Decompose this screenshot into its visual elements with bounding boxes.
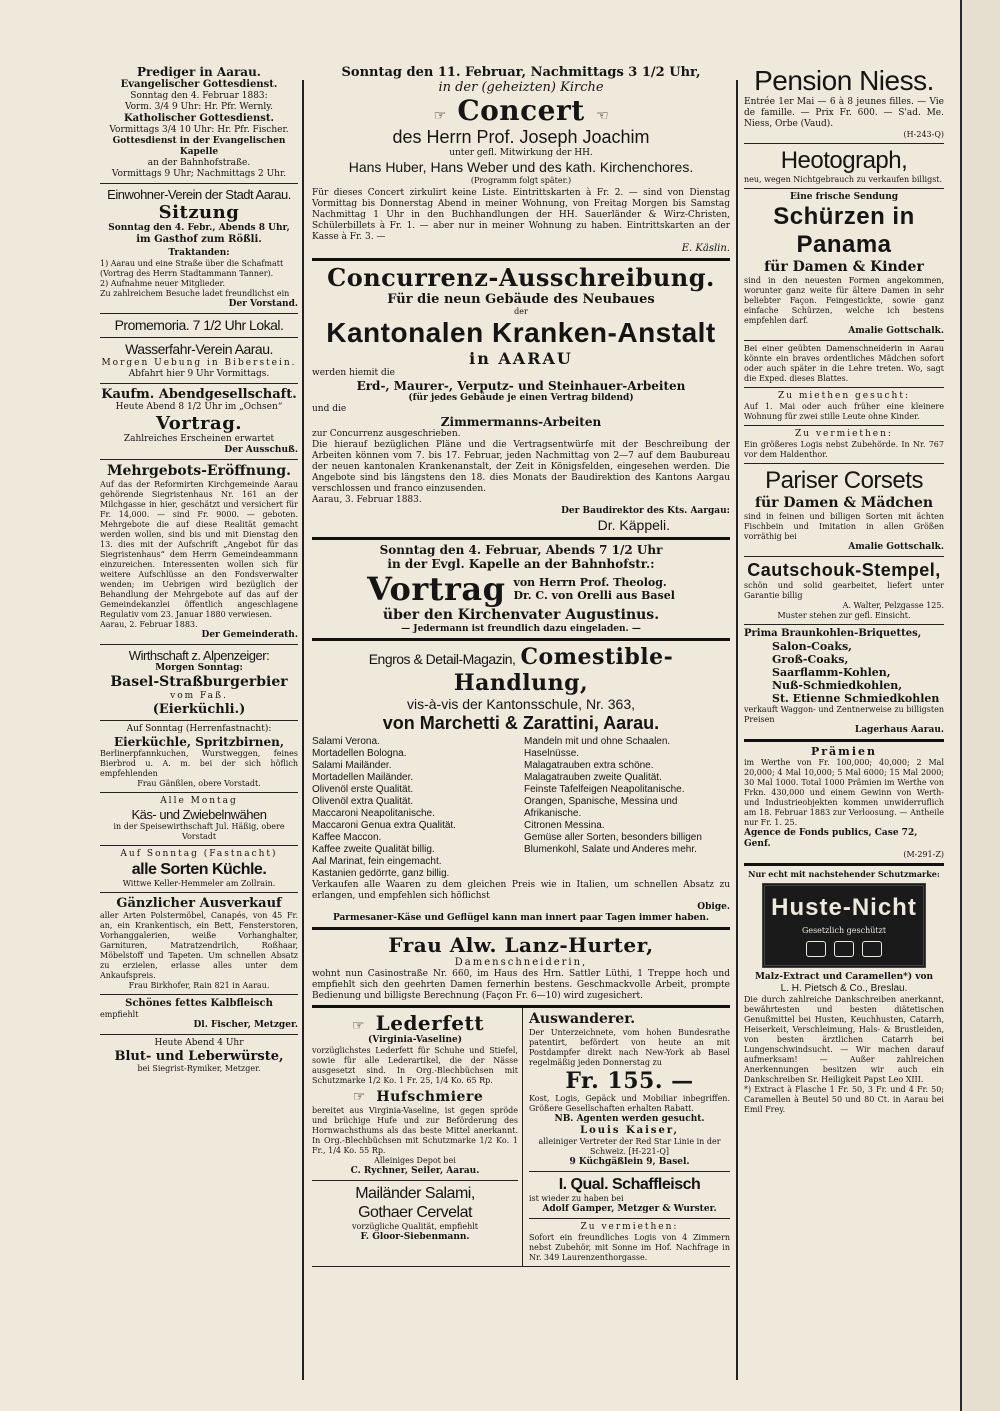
ad-zu-vermiethen (529, 1219, 730, 1266)
ad-line: Malz-Extract und Caramellen*) von (754, 972, 934, 982)
ad-headline: Kantonalen Kranken-Anstalt (326, 317, 716, 348)
ad-title: Pension Niess. (754, 65, 934, 96)
ad-line: Parmesaner-Käse und Geflügel kann man innert paar Tagen immer haben. (332, 913, 710, 923)
ad-wasserfahr-verein (100, 338, 298, 384)
ad-title: Mehrgebots-Eröffnung. (106, 463, 292, 479)
ad-body: verkauft Waggon- und Zentnerweise zu billigsten Preisen (744, 705, 944, 724)
ad-subtitle: für Damen & Mädchen (754, 495, 934, 511)
ad-line: Nuß-Schmiedkohlen, (772, 679, 903, 692)
ad-line: werden hiemit die (312, 368, 395, 378)
ad-kuechle (100, 846, 298, 893)
column-rule-left (302, 80, 304, 1380)
ad-line: (für jedes Gebäude je einen Vertrag bildend) (408, 393, 634, 403)
ad-body: alleiniger Vertreter der Red Star Linie in der Schweiz. [H-221-Q] (538, 1137, 721, 1156)
ad-signature: 9 Küchgäßlein 9, Basel. (569, 1157, 690, 1167)
ad-line: Nur echt mit nachstehender Schutzmarke: (748, 869, 940, 879)
ad-body: Kost, Logis, Gepäck und Mobiliar inbegriffen. Größere Gesellschaften erhalten Rabatt. (529, 1094, 730, 1113)
ad-subtitle: für Damen & Kinder (764, 259, 924, 275)
ad-title: Auswanderer. (529, 1011, 636, 1027)
ad-title: Wirthschaft z. Alpenzeiger: (128, 648, 270, 663)
ad-line: vorzügliche Qualität, empfiehlt (352, 1222, 478, 1231)
ad-line: im Gasthof zum Rößli. (136, 234, 262, 245)
comestible-item: Olivenöl extra Qualität. (312, 796, 414, 807)
ad-signature: C. Rychner, Seiler, Aarau. (350, 1166, 480, 1176)
ad-pension-niess (744, 62, 944, 144)
logo-subtitle: Gesetzlich geschützt (801, 926, 887, 935)
ad-body: im Werthe von Fr. 100,000; 40,000; 2 Mal 20,000; 4 Mal 10,000; 5 Mal 6000; 15 Mal 2000; 30 Mal 1000. Total 1000 Prämien im Werthe von Frkn. 430,000 und einem Gewinn von Werth- und Industrieobjekten kommen unwiderruflich am 18. Februar 1883 zur Verloosung. — Antheile nur Fr. 1. 25. (744, 758, 944, 827)
ad-line: Groß-Coaks, (772, 653, 849, 666)
comestible-item: Kaffee Maccon. (312, 832, 382, 843)
ad-title: Mailänder Salami, (355, 1185, 475, 1202)
ad-body: Auf 1. Mai oder auch früher eine kleinere Wohnung für zwei stille Leute ohne Kinder. (744, 402, 944, 421)
ad-line: (Virginia-Vaseline) (368, 1035, 462, 1045)
ad-body: neu, wegen Nichtgebrauch zu verkaufen billigst. (744, 175, 943, 184)
ad-line: Morgen Sonntag: (155, 663, 243, 673)
ad-subtitle: Erd-, Maurer-, Verputz- und Steinhauer-Arbeiten (356, 379, 686, 393)
ad-line: bei Siegrist-Rymiker, Metzger. (137, 1064, 261, 1073)
pointing-hand-icon: ☞ (595, 108, 609, 124)
ad-line: Morgen Uebung in Biberstein. (101, 358, 297, 368)
ad-zu-miethen-gesucht (744, 388, 944, 426)
ad-title: Frau Alw. Lanz-Hurter, (388, 933, 654, 957)
ad-line: NB. Agenten werden gesucht. (554, 1114, 705, 1124)
ad-line: Sonntag den 4. Februar, Abends 7 1/2 Uhr (379, 543, 663, 557)
ad-line: — Jedermann ist freundlich dazu eingeladen. — (401, 624, 641, 634)
ad-line: Sonntag den 4. Febr., Abends 8 Uhr, (108, 223, 290, 233)
ad-line: zur Concurrenz ausgeschrieben. (312, 429, 461, 439)
ad-title: Einwohner-Verein der Stadt Aarau. (107, 187, 291, 202)
comestible-item: Malagatrauben extra schöne. (524, 760, 654, 771)
ad-signature: A. Walter, Pelzgasse 125. (842, 601, 944, 610)
ad-line: von Marchetti & Zarattini, Aarau. (382, 713, 660, 733)
ad-title: Heotograph, (780, 147, 908, 174)
ad-title: Prämien (810, 745, 877, 758)
ad-title: Pariser Corsets (765, 467, 923, 494)
ad-title: Concurrenz-Ausschreibung. (327, 263, 715, 292)
ad-concert (312, 62, 730, 261)
comestible-item: Citronen Messina. (524, 820, 605, 831)
ad-title: Lederfett (375, 1011, 484, 1035)
ad-body: Bei einer geübten Damenschneiderin in Aarau könnte ein braves ordentliches Mädchen sofort oder auch später in die Lehre treten. Wo, sagt die Exped. dieses Blattes. (744, 344, 944, 383)
ad-line: Auf Sonntag (Fastnacht) (120, 849, 278, 859)
ad-line: unter gefl. Mitwirkung der HH. (449, 148, 593, 158)
ad-subtitle: Zimmermanns-Arbeiten (440, 415, 602, 429)
ad-title: Zu miethen gesucht: (777, 391, 911, 401)
ad-subtitle: Gottesdienst in der Evangelischen Kapelle (112, 136, 286, 157)
comestible-item: Orangen, Spanische, Messina und Afrikanische. (524, 796, 678, 819)
ad-line: Sonntag den 11. Februar, Nachmittags 3 1/2 Uhr, (341, 65, 701, 80)
ad-damenschneiderin-lehre (744, 341, 944, 388)
ad-body: aller Arten Polstermöbel, Canapés, von 45 Fr. an, ein Krankentisch, ein Bett, Fensterstoren, Vorhanggalerien, weiße Vorhanghalter, Garnituren, Matratzendrilch, Roßhaar, Möbelstoff und Tapeten. Um schnellen Absatz zu erzielen, erlasse alles unter dem Ankaufspreis. (100, 911, 298, 980)
ad-line: Prima Braunkohlen-Briquettes, (744, 628, 922, 639)
ad-body: Entrée 1er Mai — 6 à 8 jeunes filles. — Vie de famille. — Prix Fr. 600. — S'ad. Me. Niess, Orbe (Vaud). (744, 97, 944, 129)
column-rule-right (736, 80, 738, 1380)
ad-line: Abfahrt hier 9 Uhr Vormittags. (128, 369, 270, 379)
ad-title: Promemoria. 7 1/2 Uhr Lokal. (114, 317, 284, 333)
comestible-item: Gemüse aller Sorten, besonders billigen Blumenkohl, Salate und Anderes mehr. (524, 832, 702, 855)
ad-place: in AARAU (469, 349, 573, 368)
ad-line: Muster stehen zur gefl. Einsicht. (777, 611, 911, 620)
ad-wirthschaft-alpenzeiger (100, 645, 298, 721)
ad-line: und die (312, 404, 347, 414)
ad-subtitle: Evangelischer Gottesdienst. (120, 79, 278, 90)
ad-body: sind in den neuesten Formen angekommen, worunter ganz weite für ältere Damen in sehr beliebter Façon. Feingestickte, sowie ganz einfache Schürzen, welche ich bestens empfehlen darf. (744, 276, 944, 325)
comestible-item: Feinste Tafelfeigen Neapolitanische. (524, 784, 685, 795)
ad-item: 1) Aarau und eine Straße über die Schafmatt (Vortrag des Herrn Stadtammann Tanner). (100, 259, 284, 278)
ad-body: Berlinerpfannkuchen, Wurstweggen, feines Bierbrod u. A. m. bei der sich höflich empfehlenden (100, 749, 298, 778)
ad-line: von Herrn Prof. Theolog. (513, 576, 667, 589)
ad-line: vis-à-vis der Kantonsschule, Nr. 363, (407, 696, 635, 712)
ad-title: I. Qual. Schaffleisch (558, 1176, 701, 1193)
ad-lanz-hurter (312, 930, 730, 1008)
ad-line: Hans Huber, Hans Weber und des kath. Kirchenchores. (348, 159, 694, 175)
ad-montag-waehen (100, 793, 298, 846)
ad-line: Damenschneiderin, (454, 957, 588, 968)
comestible-item: Olivenöl erste Qualität. (312, 784, 414, 795)
ad-title: Eierküchle, Spritzbirnen, (113, 735, 285, 749)
middle-column (312, 62, 730, 1267)
ad-body: Die durch zahlreiche Dankschreiben anerkannt, bewährtesten und besten diätetischen Genußmittel bei Husten, Keuchhusten, Catarrh, Heiserkeit, Verschleimung, Hals- & Brustleiden, von besten ärztlichen Catarrh bei Lungenschwindsucht. — Wir machen darauf aufmerksam! — Außer zahlreichen Anerkennungen besitzen wir auch ein Dankschreiben Sr. Heiligkeit Papst Leo XIII. (744, 995, 944, 1084)
ad-zu-vermiethen-logis (744, 426, 944, 464)
comestible-list-right (524, 736, 730, 880)
ad-line: Für die neun Gebäude des Neubaues (387, 292, 655, 307)
ad-body: Die hierauf bezüglichen Pläne und die Vertragsentwürfe mit der Beschreibung der Arbeiten können vom 7. bis 17. Februar, jeden Nachmittag von 2—7 auf dem Baubureau der neuen kantonalen Krankenanstalt, der Zeit in Königsfelden, eingesehen werden. Die Angebote sind bis längstens den 18. dies Monats der Baudirektion des Kantons Aargau verschlossen und franco einzusenden. (312, 440, 730, 494)
ad-line: Salon-Coaks, (772, 640, 853, 653)
ad-signature: Dl. Fischer, Metzger. (193, 1020, 298, 1030)
ad-title: alle Sorten Küchle. (131, 861, 267, 878)
ad-signature: Der Baudirektor des Kts. Aargau: (561, 506, 730, 516)
mid-lower-split (312, 1008, 730, 1267)
ad-subtitle: Traktanden: (168, 248, 230, 258)
newspaper-page (14, 22, 962, 1392)
ad-line: (Programm folgt später.) (470, 176, 572, 185)
logo-wordmark: Huste-Nicht (771, 894, 917, 921)
ad-price: Fr. 155. — (565, 1068, 694, 1094)
ad-body: bereitet aus Virginia-Vaseline, ist gegen spröde und brüchige Hufe und zur Beförderung des Hornwachsthums als das beste Mittel anerkannt. In Org.-Blechbüchsen mit Schutzmarke 1/2 Ko. 1 Fr., 1/4 Ko. 55 Rp. (312, 1106, 518, 1155)
ad-line: Auf Sonntag (Herrenfastnacht): (126, 724, 272, 734)
ad-line: Wittwe Keller-Hemmeler am Zollrain. (122, 879, 276, 888)
ad-title: Zu vermiethen: (580, 1222, 679, 1232)
hufschmiere-heading (312, 1086, 518, 1106)
ad-mehrgebot (100, 460, 298, 645)
ad-cautschouk-stempel (744, 557, 944, 625)
ad-line: Alle Montag (160, 796, 238, 806)
ad-lederfett (312, 1008, 518, 1181)
ad-body: Der Unterzeichnete, vom hohen Bundesrathe patentirt, befördert von heute an mit Postdampfer direkt nach New-York ab Basel regelmäßig jeden Donnerstag zu (529, 1028, 730, 1067)
ad-title: Käs- und Zwiebelnwähen (131, 807, 267, 822)
ad-blutwuerste (100, 1035, 298, 1077)
ad-comestible (312, 641, 730, 930)
ad-schaffleisch (529, 1172, 730, 1219)
ad-item: Zu zahlreichem Besuche ladet freundlichst ein (100, 289, 290, 298)
ad-title: Schürzen in Panama (773, 203, 915, 258)
ad-line: vom Faß. (170, 691, 228, 701)
ad-promemoria (100, 314, 298, 338)
comestible-item: Salami Verona. (312, 736, 380, 747)
ad-signature: Frau Birkhofer, Rain 821 in Aarau. (128, 981, 270, 990)
ad-line: in der Evgl. Kapelle an der Bahnhofstr.: (387, 557, 655, 571)
ad-line: in der (geheizten) Kirche (438, 80, 604, 95)
ad-body: Verkaufen alle Waaren zu dem gleichen Preis wie in Italien, um schnellen Absatz zu erlangen, und empfehlen sich höflichst (312, 880, 730, 901)
ad-line: Zahlreiches Erscheinen erwartet (123, 434, 275, 444)
ad-auswanderer (529, 1008, 730, 1172)
ad-prediger (100, 62, 298, 184)
ad-line: Vorm. 3/4 9 Uhr: Hr. Pfr. Wernly. (124, 102, 274, 112)
ad-signature: Lagerhaus Aarau. (854, 725, 944, 735)
page-binding-edge (960, 0, 1000, 1411)
concert-heading (312, 95, 730, 127)
ad-body: vorzüglichstes Lederfett für Schuhe und Stiefel, sowie für alle Lederartikel, die der Nässe ausgesetzt sind. In Org.-Blechbüchsen mit Schutzmarke 1/2 Ko. 1 Fr. 25, 1/4 Ko. 65 Rp. (312, 1046, 518, 1085)
ad-herrenfastnacht (100, 721, 298, 793)
ad-line: an der Bahnhofstraße. (147, 158, 251, 168)
ad-title: Comestible-Handlung, (453, 644, 674, 696)
ad-concurrenz (312, 261, 730, 540)
ad-line: (Eierküchli.) (152, 702, 246, 717)
ad-mailaender-salami (312, 1181, 518, 1246)
ad-signature: Amalie Gottschalk. (848, 326, 944, 336)
ad-signature: Dr. Käppeli. (597, 517, 670, 533)
ad-title: Wasserfahr-Verein Aarau. (125, 341, 273, 357)
ad-body: wohnt nun Casinostraße Nr. 660, im Haus des Hrn. Sattler Lüthi, 1 Treppe hoch und empfiehlt sich den geehrten Damen fernerhin bestens. Geschmackvolle Arbeit, prompte Bedienung und billigste Berechnung (Façon Fr. 6—10) wird zugesichert. (312, 969, 730, 1001)
ad-line: ist wieder zu haben bei (529, 1194, 624, 1203)
ad-reference: (M-291-Z) (903, 850, 944, 859)
ad-line: Vormittags 3/4 10 Uhr: Hr. Pfr. Fischer. (109, 125, 289, 135)
ad-signature: Amalie Gottschalk. (848, 542, 944, 552)
comestible-item: Haselnüsse. (524, 748, 580, 759)
mid-lower-left (312, 1008, 523, 1266)
ad-title: Concert (457, 94, 585, 127)
ad-heotograph (744, 144, 944, 189)
comestible-item: Mandeln mit und ohne Schaalen. (524, 736, 671, 747)
ad-footnote: *) Extract à Flasche 1 Fr. 50, 3 Fr. und 4 Fr. 50; Caramellen à Beutel 50 und 80 Ct. in Aarau bei Emil Frey. (744, 1085, 944, 1114)
ad-reference: (H-243-Q) (903, 130, 944, 139)
ad-line: empfiehlt (100, 1010, 139, 1019)
ad-signature: Der Vorstand. (228, 299, 298, 309)
ad-title: Schönes fettes Kalbfleisch (125, 998, 273, 1009)
ad-line: Alleiniges Depot bei (374, 1156, 456, 1165)
pointing-hand-icon: ☞ (352, 1089, 366, 1105)
ad-signature: F. Gloor-Siebenmann. (360, 1232, 470, 1242)
ad-line: des Herrn Prof. Joseph Joachim (392, 127, 650, 147)
ad-body: Ein größeres Logis nebst Zubehörde. In Nr. 767 vor dem Haldenthor. (744, 440, 944, 459)
ad-line: über den Kirchenvater Augustinus. (382, 607, 660, 623)
ad-title: Gänzlicher Ausverkauf (116, 896, 282, 911)
comestible-item: Malagatrauben zweite Qualität. (524, 772, 662, 783)
ad-headline: Sitzung (158, 202, 240, 223)
comestible-item: Mortadellen Mailänder. (312, 772, 414, 783)
ad-praemien (744, 742, 944, 866)
ad-title: Prediger in Aarau. (136, 65, 261, 79)
ad-line: Louis Kaiser, (580, 1125, 679, 1136)
ad-date: Aarau, 2. Februar 1883. (100, 620, 198, 629)
ad-line: Heute Abend 8 1/2 Uhr im „Ochsen“ (115, 402, 283, 412)
comestible-heading (312, 644, 730, 696)
ad-line: Saarflamm-Kohlen, (772, 666, 891, 679)
ad-huste-nicht (744, 866, 944, 1118)
ad-body: sind in feinen und billigen Sorten mit ächten Fischbein und Imitation in allen Größen vorräthig bei (744, 512, 944, 541)
ad-signature: E. Käslin. (681, 243, 730, 254)
vortrag-speaker (513, 576, 674, 602)
comestible-item: Mortadellen Bologna. (312, 748, 407, 759)
comestible-list (312, 736, 730, 880)
ad-line: Sonntag den 4. Februar 1883: (130, 91, 268, 101)
ad-signature: Frau Gänßlen, obere Vorstadt. (137, 779, 261, 788)
ad-signature: Agence de Fonds publics, Case 72, Genf. (744, 828, 918, 849)
right-column (744, 62, 944, 1118)
comestible-item: Kaffee zweite Qualität billig. (312, 844, 435, 855)
ad-einwohner-verein (100, 184, 298, 314)
vortrag-heading (312, 571, 730, 607)
ad-line: St. Etienne Schmiedkohlen (772, 692, 940, 705)
ad-ausverkauf (100, 893, 298, 995)
ad-line: der (514, 307, 528, 316)
ad-vortrag-orelli (312, 540, 730, 641)
pointing-hand-icon: ☞ (352, 1018, 365, 1034)
ad-line: Vormittags 9 Uhr; Nachmittags 2 Uhr. (111, 169, 287, 179)
logo-ornament-icon (769, 941, 919, 957)
ad-pariser-corsets (744, 464, 944, 557)
ad-schuerzen (744, 189, 944, 341)
ad-line: Engros & Detail-Magazin, (368, 651, 516, 667)
huste-nicht-trademark-logo (762, 883, 926, 968)
ad-title: Vortrag (367, 570, 506, 608)
ad-body: Für dieses Concert zirkulirt keine Liste. Eintrittskarten à Fr. 2. — sind von Dienstag Vormittag bis Donnerstag Abend in meiner Wohnung, von Freitag Morgen bis Samstag Nachmittag 1 Uhr in den Buchhandlungen der HH. Sauerländer & Wirz-Christen, Schülerbillets à Fr. 1. — aber nur in meiner Wohnung zu haben. Eintrittskarten an der Kasse à Fr. 3. — (312, 188, 730, 242)
comestible-item: Maccaroni Genua extra Qualität. (312, 820, 456, 831)
ad-signature: Adolf Gamper, Metzger & Wurster. (542, 1204, 717, 1214)
ad-braunkohlen (744, 625, 944, 742)
ad-body: schön und solid gearbeitet, liefert unter Garantie billig (744, 581, 944, 600)
left-column (100, 62, 298, 1077)
ad-date: Aarau, 3. Februar 1883. (312, 495, 422, 505)
lederfett-heading (312, 1011, 518, 1035)
ad-title: Gothaer Cervelat (358, 1204, 472, 1221)
comestible-item: Maccaroni Neapolitanische. (312, 808, 435, 819)
ad-title: Blut- und Leberwürste, (114, 1049, 284, 1064)
ad-line: Eine frische Sendung (789, 192, 899, 202)
ad-kaufm-abendgesellschaft (100, 384, 298, 460)
ad-signature: Der Ausschuß. (224, 445, 298, 455)
ad-body: Auf das der Reformirten Kirchgemeinde Aarau gehörende Siegristenhaus Nr. 161 an der Milchgasse in hier, geschätzt und versichert für Fr. 14,000. — sind Fr. 9000. — geboten. Mehrgebote die auf diese Realität gemacht werden wollen, sind bis und mit Dienstag den 13. dies mit der Aufschrift „Angebot für das Siegristenhaus“ dem Herrn Gemeindeammann einzureichen. Interessenten wollen sich für weitere Aufschlüsse an den Fondsverwalter wenden; im Uebrigen wird bezüglich der Behandlung der Mehrgebote auf das auf der Gemeindekanzlei öffentlich angeschlagene Regulativ vom 23. Januar 1880 verwiesen. (100, 480, 298, 619)
ad-headline: Vortrag. (155, 413, 243, 434)
comestible-list-left (312, 736, 518, 880)
ad-title: Hufschmiere (376, 1089, 484, 1105)
ad-item: 2) Aufnahme neuer Mitglieder. (100, 279, 226, 288)
ad-signature: Der Gemeinderath. (201, 630, 298, 640)
comestible-item: Kastanien gedörrte, ganz billig. (312, 868, 450, 879)
ad-line: Dr. C. von Orelli aus Basel (513, 589, 675, 602)
ad-headline: Basel-Straßburgerbier (110, 674, 288, 690)
pointing-hand-icon: ☞ (433, 108, 447, 124)
ad-title: Kaufm. Abendgesellschaft. (101, 387, 297, 402)
ad-signature: Obige. (697, 902, 730, 912)
mid-lower-right (523, 1008, 730, 1266)
ad-title: Cautschouk-Stempel, (747, 560, 941, 580)
ad-body: Sofort ein freundliches Logis von 4 Zimmern nebst Zubehör, mit Sonne im Hof. Nachfrage in Nr. 349 Laurenzenthorgasse. (529, 1233, 730, 1262)
comestible-item: Aal Marinat, fein eingemacht. (312, 856, 442, 867)
ad-line: in der Speisewirthschaft Jul. Häßig, obere Vorstadt (113, 822, 285, 841)
ad-line: L. H. Pietsch & Co., Breslau. (780, 983, 908, 994)
ad-subtitle: Katholischer Gottesdienst. (123, 113, 275, 124)
comestible-item: Salami Mailänder. (312, 760, 392, 771)
ad-kalbfleisch (100, 995, 298, 1035)
ad-line: Heute Abend 4 Uhr (154, 1038, 244, 1048)
ad-title: Zu vermiethen: (795, 429, 893, 439)
